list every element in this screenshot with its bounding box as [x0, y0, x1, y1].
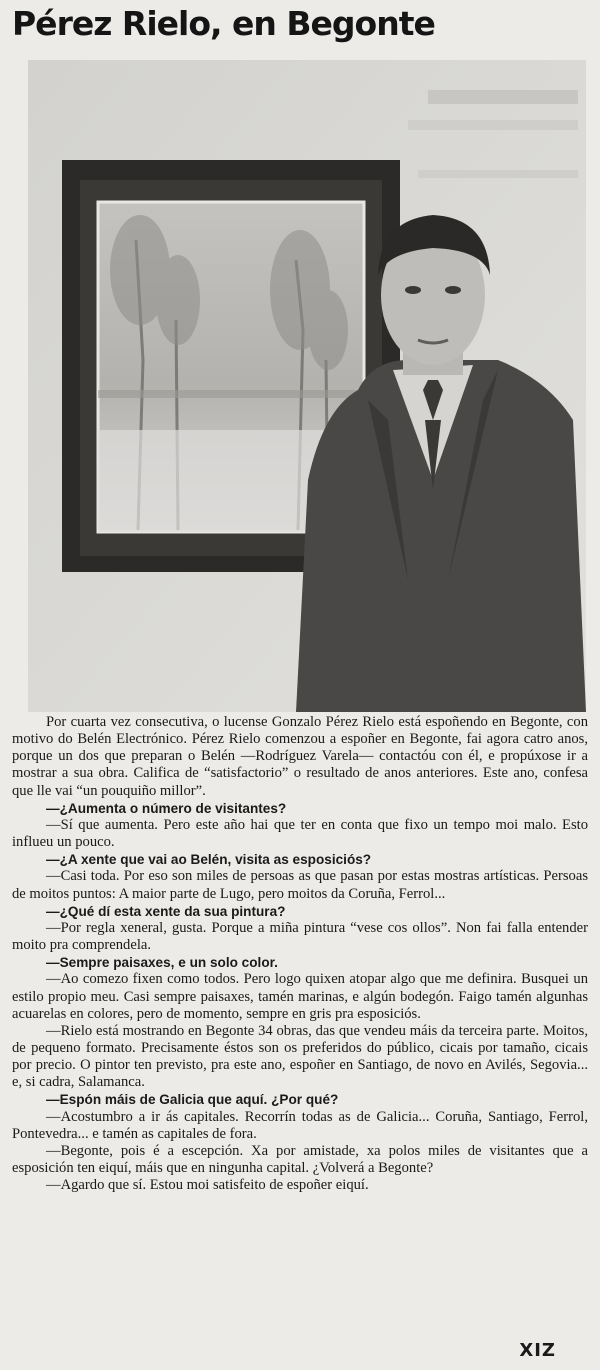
- answer: —Rielo está mostrando en Begonte 34 obras, das que vendeu máis da terceira parte. Moitos, de pequeno formato. Precisamente éstos son os preferidos do público, cicais por tamaño, cicais por precio. O pintor ten previsto, pra este ano, espoñer en Santiago, de novo en Avilés, Segovia... e, si cadra, Salamanca.: [12, 1022, 588, 1091]
- question: —¿A xente que vai ao Belén, visita as esposiciós?: [46, 852, 372, 868]
- author-signature: XIZ: [519, 1340, 556, 1361]
- answer: —Begonte, pois é a escepción. Xa por amistade, xa polos miles de visitantes que a esposición ten eiquí, máis que en ningunha capital. ¿Volverá a Begonte?: [12, 1142, 588, 1177]
- answer: —Agardo que sí. Estou moi satisfeito de espoñer eiquí.: [46, 1177, 369, 1194]
- question: —¿Aumenta o número de visitantes?: [46, 800, 287, 816]
- answer: —Por regla xeneral, gusta. Porque a miña pintura “vese cos ollos”. Non fai falla entender moito pra comprendela.: [12, 919, 588, 954]
- painter-portrait-icon: [28, 60, 586, 712]
- question: —Sempre paisaxes, e un solo color.: [46, 955, 278, 971]
- question: —¿Qué dí esta xente da sua pintura?: [46, 903, 286, 919]
- answer: —Ao comezo fixen como todos. Pero logo quixen atopar algo que me definira. Busquei un estilo propio meu. Casi sempre paisaxes, tamén marinas, e algún bodegón. Faigo tamén algunhas acuarelas en colores, pero de momento, sempre en gris pra esposiciós.: [12, 971, 588, 1022]
- answer: —Casi toda. Por eso son miles de persoas as que pasan por estas mostras artísticas. Persoas de moitos puntos: A maior parte de Lugo, pero moitos da Coruña, Ferrol...: [12, 868, 588, 902]
- answer: —Acostumbro a ir ás capitales. Recorrín todas as de Galicia... Coruña, Santiago, Ferrol, Pontevedra... e tamén as capitales de fora.: [12, 1108, 588, 1142]
- answer: —Sí que aumenta. Pero este año hai que ter en conta que fixo un tempo moi malo. Esto influeu un pouco.: [12, 816, 588, 851]
- intro-paragraph: Por cuarta vez consecutiva, o lucense Gonzalo Pérez Rielo está espoñendo en Begonte, con motivo do Belén Electrónico. Pérez Rielo comenzou a espoñer en Begonte, fai agora catro anos, porque un dos que preparan o Belén —Rodríguez Varela— contactóu con él, e propúxose ir a mostrar a sua obra. Califica de “satisfactorio” o resultado de anos anteriores. Este ano, confesa que lle vai “un pouquiño millor”.: [12, 714, 588, 799]
- article-body: [12, 714, 588, 1194]
- headline: Pérez Rielo, en Begonte: [12, 4, 435, 43]
- question: —Espón máis de Galicia que aquí. ¿Por qué?: [46, 1092, 339, 1108]
- news-photo: [28, 60, 586, 712]
